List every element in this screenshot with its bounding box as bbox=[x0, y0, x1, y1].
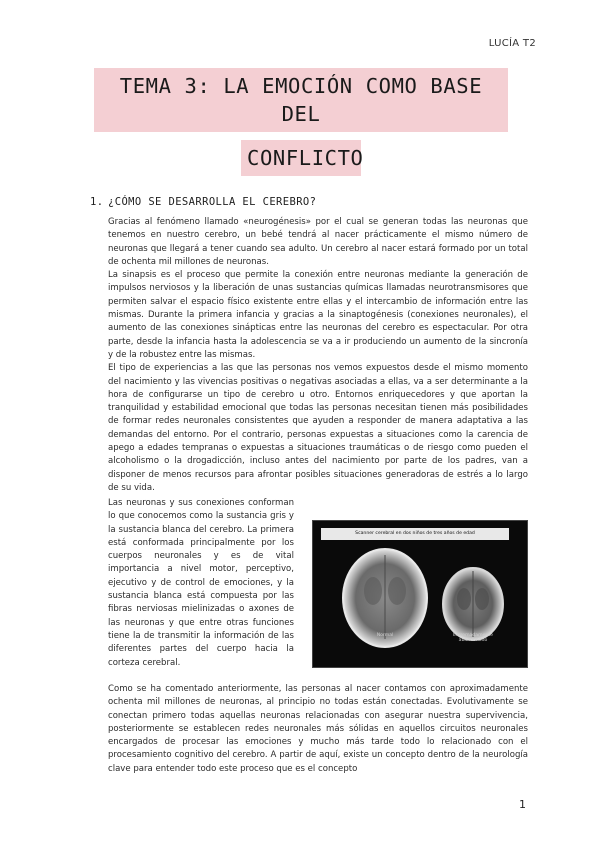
section-number: 1. bbox=[90, 196, 104, 208]
body-text-top bbox=[108, 216, 528, 495]
paragraph: Gracias al fenómeno llamado «neurogénesis» por el cual se generan todas las neuronas que tenemos en nuestro cerebro, un bebé tendrá al nacer prácticamente el mismo número de neuronas que llegará a tener cuando sea adulto. Un cerebro al nacer estará formado por un total de ochenta mil millones de neuronas. bbox=[108, 217, 528, 267]
paragraph: La sinapsis es el proceso que permite la conexión entre neuronas mediante la generación de impulsos nerviosos y la liberación de unas sustancias químicas llamadas neurotransmisores que permiten salvar el espacio físico existente entre ellas y el intercambio de información entre las mismas. Durante la primera infancia y gracias a la sinaptogénesis (conexiones neuronales), el aumento de las conexiones sinápticas entre las neuronas del cerebro es espectacular. Por otra parte, desde la infancia hasta la adolescencia se va a ir produciendo un aumento de la sincronía y de la robustez entre las mismas. bbox=[108, 270, 528, 360]
section-heading-text: ¿CÓMO SE DESARROLLA EL CEREBRO? bbox=[108, 196, 317, 208]
document-title bbox=[94, 68, 508, 176]
brain-scan-figure bbox=[312, 520, 528, 668]
body-text-bottom bbox=[108, 683, 528, 776]
author-label: LUCÍA T2 bbox=[488, 38, 536, 49]
body-text-side bbox=[108, 497, 294, 670]
title-line-1: TEMA 3: LA EMOCIÓN COMO BASE DEL bbox=[94, 68, 508, 132]
page-number: 1 bbox=[519, 798, 526, 811]
scan-label-neglected: Extremadamente abandonado bbox=[453, 633, 493, 643]
paragraph: Las neuronas y sus conexiones conforman lo que conocemos como la sustancia gris y la sustancia blanca del cerebro. La primera está conformada principalmente por los cuerpos neuronales y es de vital importancia a nivel motor, perceptivo, ejecutivo y de control de emociones, y la sustancia blanca está compuesta por las fibras nerviosas mielinizadas o axones de las neuronas y que entre otras funciones tiene la de transmitir la información de las diferentes partes del cuerpo hacia la corteza cerebral. bbox=[108, 498, 294, 668]
scan-label-normal: Normal bbox=[376, 633, 394, 638]
paragraph: Como se ha comentado anteriormente, las personas al nacer contamos con aproximadamente ochenta mil millones de neuronas, al principio no todas están conectadas. Evolutivamente se conectan primero todas aquellas neuronas relacionadas con asegurar nuestra supervivencia, posteriormente se establecen redes neuronales más sólidas en aquellos circuitos neuronales encargados de procesar las emociones y mucho más tarde todo lo relacionado con el procesamiento cognitivo del cerebro. A partir de aquí, existe un concepto dentro de la neurología clave para entender todo este proceso que es el concepto bbox=[108, 684, 528, 774]
brain-scan-image bbox=[313, 521, 527, 667]
paragraph: El tipo de experiencias a las que las personas nos vemos expuestos desde el mismo momento del nacimiento y las vivencias positivas o negativas asociadas a ellas, va a ser determinante a la hora de configurarse un tipo de cerebro u otro. Entornos enriquecedores y que aportan la tranquilidad y estabilidad emocional que todas las personas necesitan tienen más posibilidades de formar redes neuronales consistentes que ayuden a responder de manera adaptativa a las demandas del entorno. Por el contrario, personas expuestas a situaciones como la carencia de apego a edades tempranas o expuestas a situaciones traumáticas o de riesgo como pueden el alcoholismo o la drogadicción, incluso antes del nacimiento por parte de los padres, van a disponer de menos recursos para afrontar posibles situaciones generadoras de estrés a lo largo de su vida. bbox=[108, 363, 528, 493]
section-heading bbox=[90, 196, 316, 208]
figure-caption: Scanner cerebral en dos niños de tres años de edad bbox=[321, 528, 509, 540]
title-line-2: CONFLICTO bbox=[241, 140, 361, 176]
